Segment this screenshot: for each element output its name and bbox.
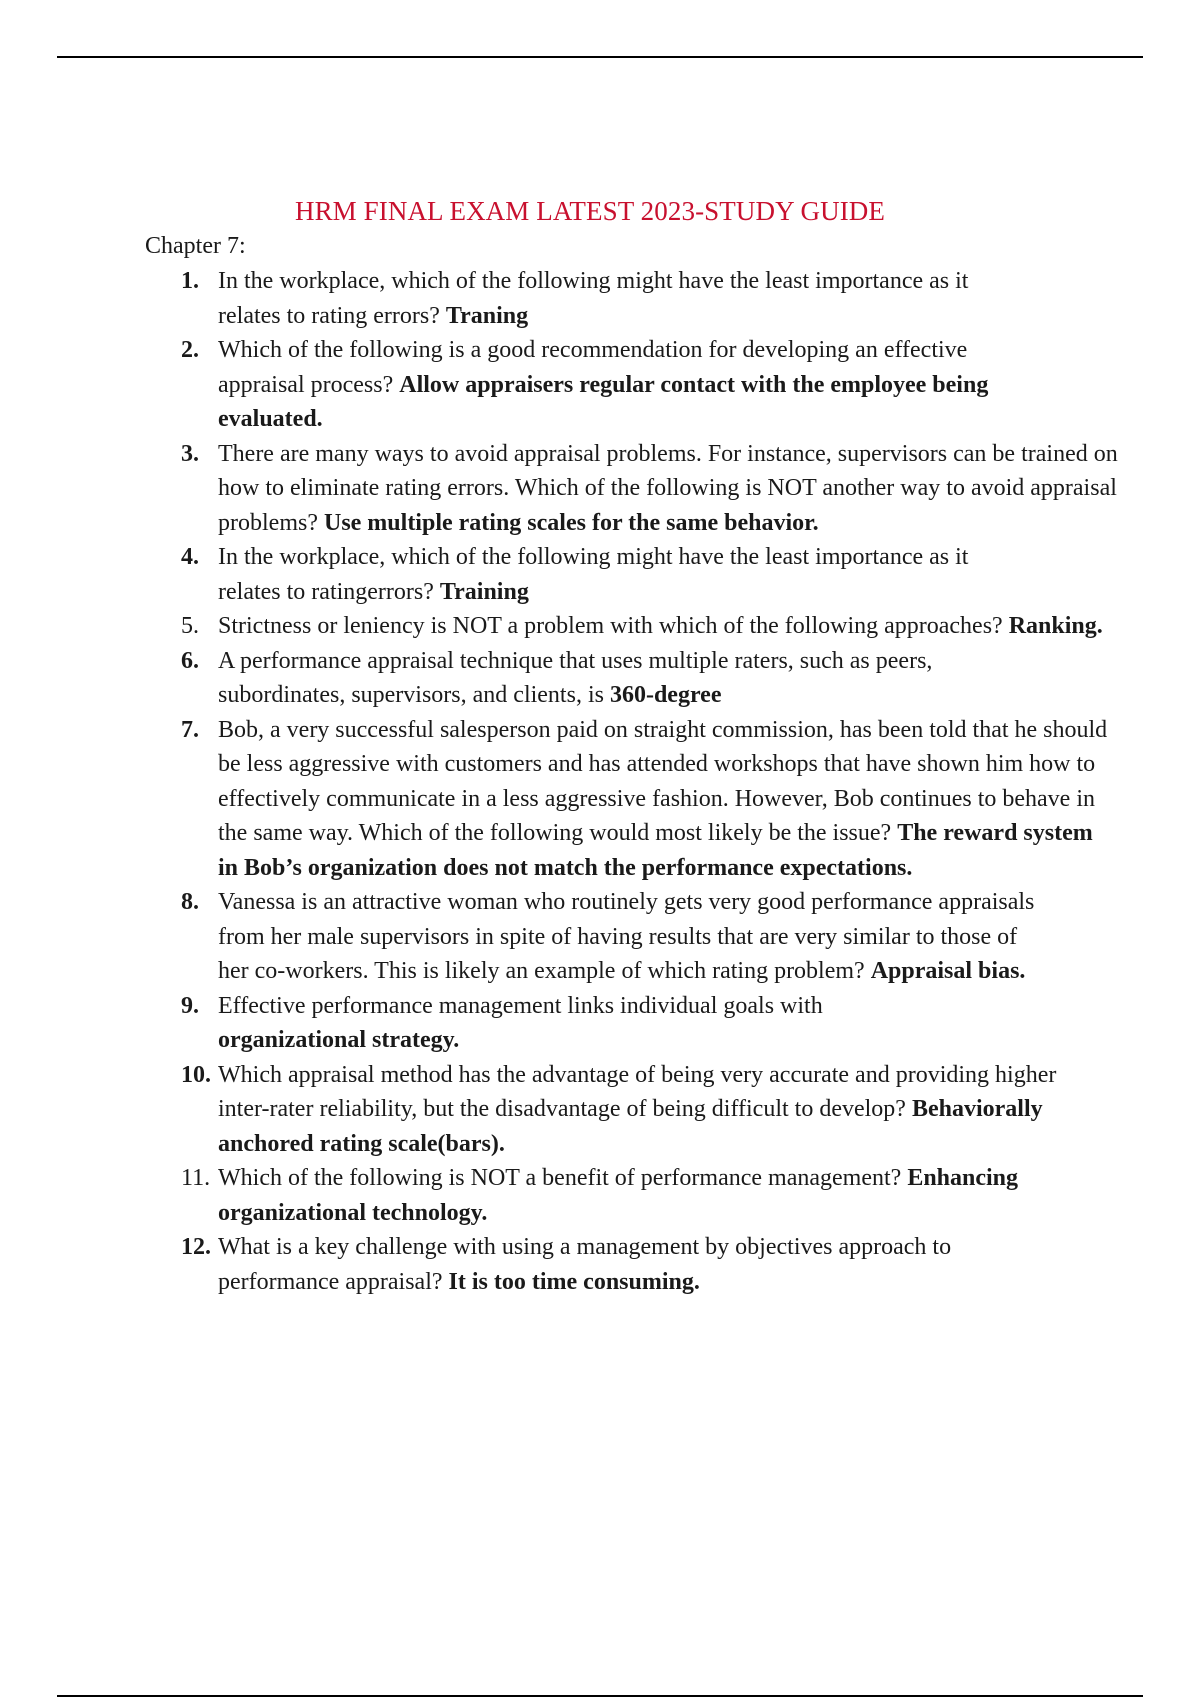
question-number: 4. [181,544,199,570]
bottom-rule [57,1695,1143,1697]
question-text: Bob, a very successful salesperson paid on straight commission, has been told that he should be less aggressive with customers and has attended workshops that have shown him how to effectively communicate in a less aggressive fashion. However, Bob continues to behave in the same way. Which of the following would most likely be the issue? [218,716,1108,846]
question-number: 6. [181,647,199,674]
answer-text: Enhancing organizational technology. [218,1165,1019,1226]
question-item-12 [176,1230,1028,1299]
question-item-2 [176,333,1008,437]
document-title: HRM FINAL EXAM LATEST 2023-STUDY GUIDE [294,196,886,226]
top-rule [57,56,1143,58]
answer-text: Behaviorally anchored rating scale(bars). [218,1096,1043,1157]
question-item-10 [176,1058,1098,1162]
question-list [176,264,1118,1299]
answer-text: Traning [445,302,529,329]
chapter-heading: Chapter 7: [145,233,246,259]
question-item-9 [176,989,918,1058]
question-text: Which of the following is a good recommendation for developing an effective appraisal process? [218,337,968,398]
question-text: Which appraisal method has the advantage of being very accurate and providing higher inter-rater reliability, but the disadvantage of being difficult to develop? [218,1061,1057,1122]
question-number: 3. [181,440,199,467]
question-number: 9. [181,992,199,1019]
question-text: Effective performance management links individual goals with [218,992,823,1019]
question-item-8 [176,885,1048,989]
question-text: In the workplace, which of the following might have the least importance as it relates to ratingerrors? [218,544,969,605]
question-item-5 [176,609,1118,644]
answer-text: Use multiple rating scales for the same behavior. [323,509,819,536]
question-item-6 [176,644,1038,713]
question-number: 11. [181,1165,211,1191]
question-number: 5. [181,613,199,639]
answer-text: It is too time consuming. [448,1268,700,1295]
question-number: 2. [181,337,199,363]
answer-text: Training [439,578,529,605]
question-number: 7. [181,716,199,743]
question-number: 1. [181,268,199,294]
question-text: Strictness or leniency is NOT a problem with which of the following approaches? [218,613,1003,639]
question-item-1 [176,264,978,333]
question-text: In the workplace, which of the following might have the least importance as it relates to rating errors? [218,268,969,329]
answer-text: Appraisal bias. [870,958,1026,984]
question-text: Which of the following is NOT a benefit of performance management? [218,1165,902,1191]
question-text: There are many ways to avoid appraisal problems. For instance, supervisors can be trained on how to eliminate rating errors. Which of the following is NOT another way to avoid appraisal problems? [218,440,1118,536]
question-text: Vanessa is an attractive woman who routinely gets very good performance appraisals from her male supervisors in spite of having results that are very similar to those of her co-workers. This is likely an example of which rating problem? [218,889,1035,984]
answer-text: The reward system in Bob’s organization does not match the performance expectations. [218,820,1093,881]
question-item-11 [176,1161,1038,1230]
question-text: What is a key challenge with using a management by objectives approach to performance appraisal? [218,1234,952,1295]
question-item-7 [176,713,1118,886]
question-number: 8. [181,889,199,915]
question-number: 12. [181,1234,211,1260]
answer-text: Ranking. [1008,613,1103,639]
question-number: 10. [181,1061,211,1088]
question-item-4 [176,540,978,609]
question-item-3 [176,437,1118,541]
answer-text: organizational strategy. [218,1027,460,1053]
answer-text: Allow appraisers regular contact with the employee being evaluated. [218,371,989,432]
question-text: A performance appraisal technique that uses multiple raters, such as peers, subordinates, supervisors, and clients, is [218,647,933,708]
answer-text: 360-degree [609,682,722,708]
